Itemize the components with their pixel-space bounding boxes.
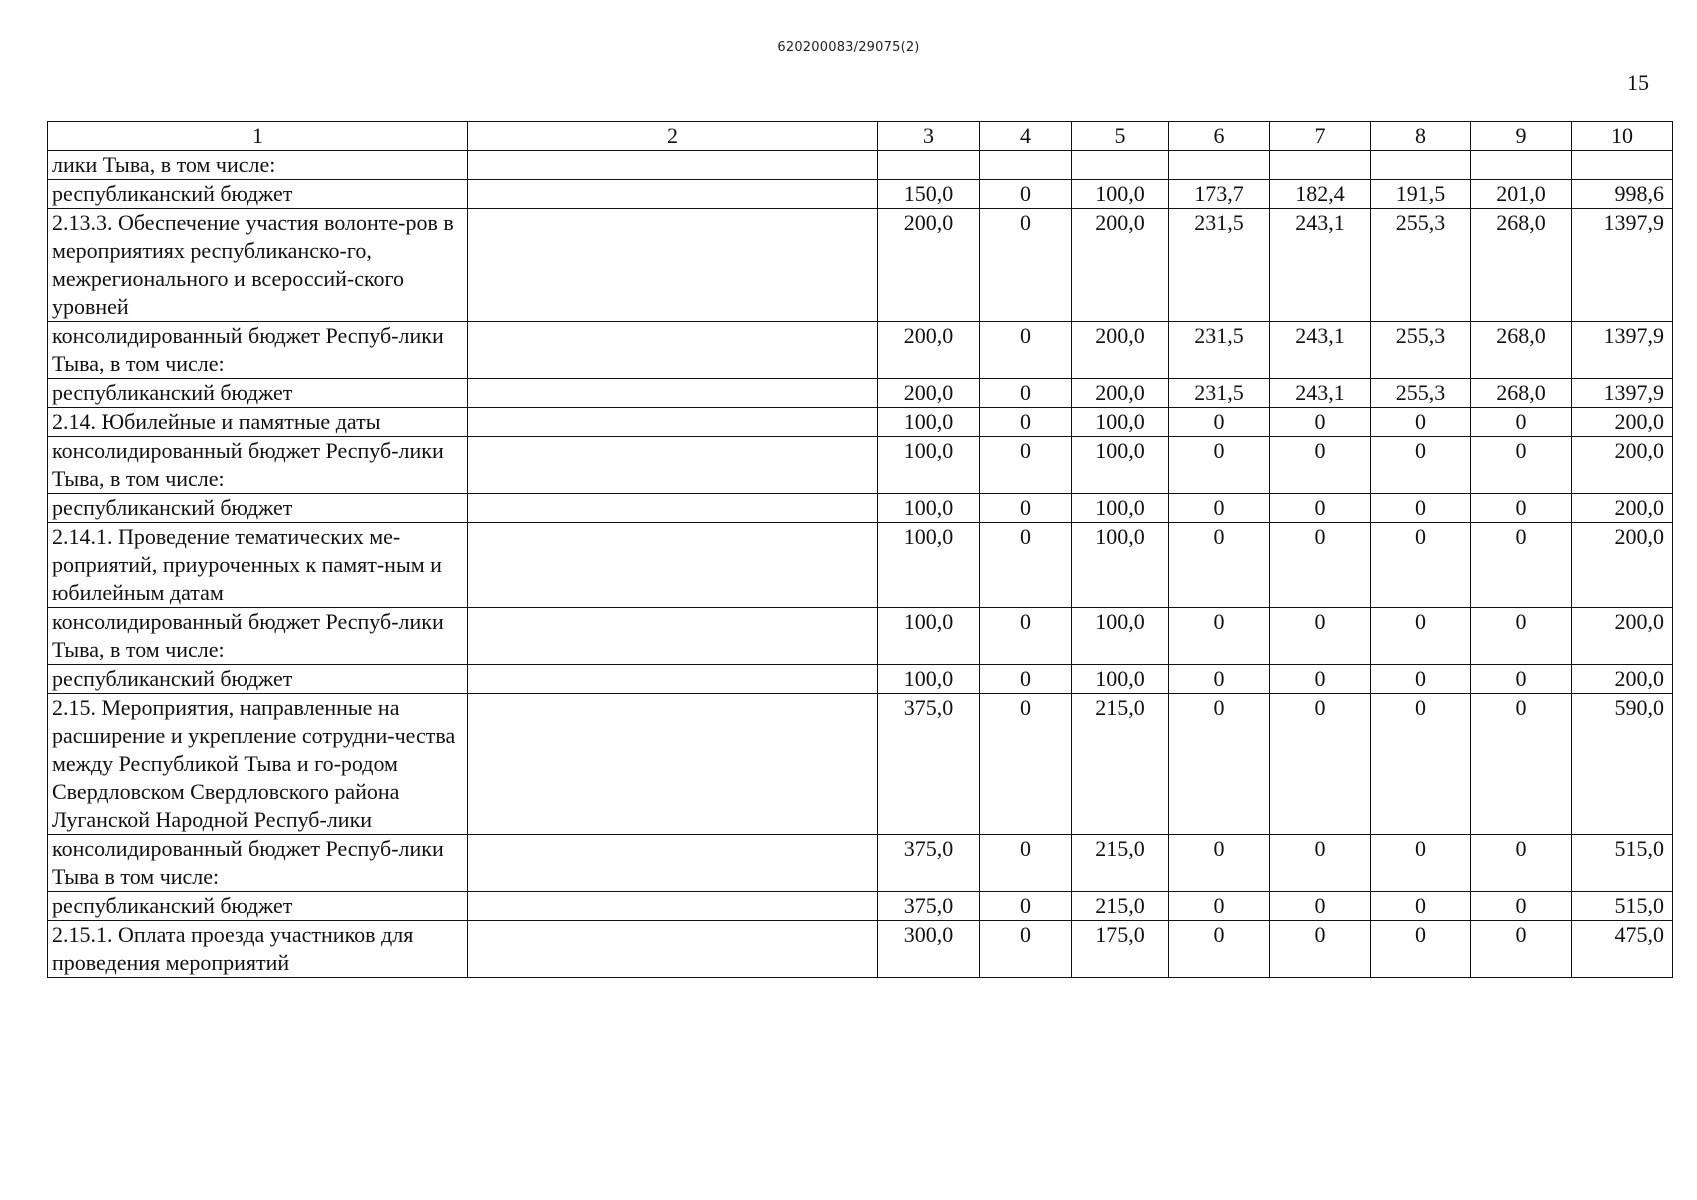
value-cell: 1397,9 bbox=[1572, 209, 1673, 322]
value-cell bbox=[1270, 151, 1371, 180]
value-cell: 0 bbox=[1270, 665, 1371, 694]
value-cell: 0 bbox=[980, 665, 1072, 694]
value-cell: 231,5 bbox=[1169, 322, 1270, 379]
column-header: 9 bbox=[1471, 122, 1572, 151]
value-cell: 0 bbox=[980, 322, 1072, 379]
row-source-cell bbox=[468, 408, 878, 437]
value-cell: 375,0 bbox=[878, 892, 980, 921]
column-header: 2 bbox=[468, 122, 878, 151]
row-source-cell bbox=[468, 494, 878, 523]
value-cell: 0 bbox=[980, 921, 1072, 978]
value-cell: 200,0 bbox=[878, 209, 980, 322]
table-row bbox=[48, 665, 1673, 694]
value-cell: 0 bbox=[980, 608, 1072, 665]
value-cell: 268,0 bbox=[1471, 379, 1572, 408]
value-cell: 0 bbox=[1471, 437, 1572, 494]
value-cell bbox=[1371, 151, 1471, 180]
value-cell: 0 bbox=[1471, 835, 1572, 892]
row-source-cell bbox=[468, 892, 878, 921]
value-cell: 200,0 bbox=[878, 379, 980, 408]
value-cell: 100,0 bbox=[878, 494, 980, 523]
value-cell bbox=[1572, 151, 1673, 180]
value-cell: 0 bbox=[1270, 608, 1371, 665]
value-cell: 0 bbox=[1270, 694, 1371, 835]
table-row bbox=[48, 608, 1673, 665]
column-header: 7 bbox=[1270, 122, 1371, 151]
value-cell: 0 bbox=[1371, 921, 1471, 978]
value-cell: 375,0 bbox=[878, 694, 980, 835]
value-cell: 200,0 bbox=[1072, 209, 1169, 322]
value-cell: 100,0 bbox=[878, 408, 980, 437]
table-row bbox=[48, 209, 1673, 322]
row-name-cell: 2.15. Мероприятия, направленные на расширение и укрепление сотрудни-чества между Республикой Тыва и го-родом Свердловском Свердловского района Луганской Народной Респуб-лики bbox=[48, 694, 468, 835]
value-cell: 0 bbox=[980, 408, 1072, 437]
value-cell: 0 bbox=[1270, 835, 1371, 892]
row-name-cell: республиканский бюджет bbox=[48, 892, 468, 921]
value-cell: 175,0 bbox=[1072, 921, 1169, 978]
value-cell: 200,0 bbox=[1572, 523, 1673, 608]
row-name-cell: консолидированный бюджет Респуб-лики Тыва, в том числе: bbox=[48, 608, 468, 665]
row-source-cell bbox=[468, 665, 878, 694]
value-cell: 0 bbox=[1270, 408, 1371, 437]
table-row bbox=[48, 835, 1673, 892]
value-cell: 200,0 bbox=[1572, 608, 1673, 665]
value-cell: 243,1 bbox=[1270, 379, 1371, 408]
column-header: 1 bbox=[48, 122, 468, 151]
value-cell: 200,0 bbox=[1572, 408, 1673, 437]
value-cell: 0 bbox=[980, 694, 1072, 835]
row-name-cell: республиканский бюджет bbox=[48, 180, 468, 209]
value-cell: 182,4 bbox=[1270, 180, 1371, 209]
value-cell: 0 bbox=[1371, 694, 1471, 835]
value-cell: 100,0 bbox=[1072, 494, 1169, 523]
value-cell: 515,0 bbox=[1572, 835, 1673, 892]
page-number: 15 bbox=[1627, 70, 1649, 95]
value-cell: 268,0 bbox=[1471, 322, 1572, 379]
table-row bbox=[48, 694, 1673, 835]
value-cell: 0 bbox=[980, 180, 1072, 209]
column-header: 6 bbox=[1169, 122, 1270, 151]
row-source-cell bbox=[468, 209, 878, 322]
row-name-cell: 2.14.1. Проведение тематических ме-роприятий, приуроченных к памят-ным и юбилейным датам bbox=[48, 523, 468, 608]
row-name-cell: 2.13.3. Обеспечение участия волонте-ров в мероприятиях республиканско-го, межрегионального и всероссий-ского уровней bbox=[48, 209, 468, 322]
row-name-cell: республиканский бюджет bbox=[48, 665, 468, 694]
row-source-cell bbox=[468, 180, 878, 209]
value-cell: 150,0 bbox=[878, 180, 980, 209]
value-cell bbox=[1169, 151, 1270, 180]
value-cell: 100,0 bbox=[878, 437, 980, 494]
value-cell: 255,3 bbox=[1371, 322, 1471, 379]
row-name-cell: консолидированный бюджет Респуб-лики Тыва, в том числе: bbox=[48, 322, 468, 379]
value-cell: 0 bbox=[1270, 437, 1371, 494]
table-row bbox=[48, 151, 1673, 180]
value-cell: 255,3 bbox=[1371, 209, 1471, 322]
value-cell: 200,0 bbox=[1572, 437, 1673, 494]
row-source-cell bbox=[468, 694, 878, 835]
row-name-cell: республиканский бюджет bbox=[48, 494, 468, 523]
value-cell: 0 bbox=[1169, 523, 1270, 608]
value-cell bbox=[980, 151, 1072, 180]
value-cell: 0 bbox=[1169, 694, 1270, 835]
budget-table bbox=[47, 121, 1673, 978]
value-cell: 0 bbox=[1270, 523, 1371, 608]
table-row bbox=[48, 892, 1673, 921]
row-name-cell: 2.15.1. Оплата проезда участников для проведения мероприятий bbox=[48, 921, 468, 978]
value-cell: 0 bbox=[980, 892, 1072, 921]
value-cell: 0 bbox=[980, 379, 1072, 408]
value-cell: 0 bbox=[1471, 921, 1572, 978]
row-name-cell: 2.14. Юбилейные и памятные даты bbox=[48, 408, 468, 437]
value-cell: 0 bbox=[980, 209, 1072, 322]
table-header-row bbox=[48, 122, 1673, 151]
value-cell: 243,1 bbox=[1270, 322, 1371, 379]
table-row bbox=[48, 408, 1673, 437]
value-cell: 0 bbox=[1169, 835, 1270, 892]
column-header: 3 bbox=[878, 122, 980, 151]
value-cell: 100,0 bbox=[878, 608, 980, 665]
value-cell: 215,0 bbox=[1072, 694, 1169, 835]
value-cell: 200,0 bbox=[1572, 665, 1673, 694]
row-source-cell bbox=[468, 151, 878, 180]
value-cell bbox=[1072, 151, 1169, 180]
row-name-cell: консолидированный бюджет Респуб-лики Тыва в том числе: bbox=[48, 835, 468, 892]
table-row bbox=[48, 921, 1673, 978]
value-cell: 0 bbox=[1471, 892, 1572, 921]
table-body bbox=[48, 151, 1673, 978]
value-cell: 0 bbox=[1371, 665, 1471, 694]
value-cell: 0 bbox=[1169, 921, 1270, 978]
value-cell: 1397,9 bbox=[1572, 322, 1673, 379]
value-cell: 0 bbox=[980, 437, 1072, 494]
value-cell: 0 bbox=[1471, 665, 1572, 694]
value-cell: 590,0 bbox=[1572, 694, 1673, 835]
value-cell: 255,3 bbox=[1371, 379, 1471, 408]
value-cell: 515,0 bbox=[1572, 892, 1673, 921]
value-cell: 100,0 bbox=[1072, 180, 1169, 209]
table-row bbox=[48, 437, 1673, 494]
value-cell: 200,0 bbox=[878, 322, 980, 379]
value-cell: 1397,9 bbox=[1572, 379, 1673, 408]
value-cell: 100,0 bbox=[878, 523, 980, 608]
value-cell: 300,0 bbox=[878, 921, 980, 978]
value-cell: 100,0 bbox=[878, 665, 980, 694]
row-name-cell: консолидированный бюджет Респуб-лики Тыва, в том числе: bbox=[48, 437, 468, 494]
value-cell: 0 bbox=[1169, 608, 1270, 665]
value-cell: 100,0 bbox=[1072, 408, 1169, 437]
value-cell: 475,0 bbox=[1572, 921, 1673, 978]
value-cell: 0 bbox=[1270, 494, 1371, 523]
value-cell: 0 bbox=[1471, 694, 1572, 835]
value-cell: 100,0 bbox=[1072, 437, 1169, 494]
value-cell: 0 bbox=[1169, 437, 1270, 494]
row-name-cell: лики Тыва, в том числе: bbox=[48, 151, 468, 180]
value-cell: 243,1 bbox=[1270, 209, 1371, 322]
row-name-cell: республиканский бюджет bbox=[48, 379, 468, 408]
table-row bbox=[48, 180, 1673, 209]
value-cell: 0 bbox=[1169, 494, 1270, 523]
value-cell: 998,6 bbox=[1572, 180, 1673, 209]
value-cell: 0 bbox=[1371, 437, 1471, 494]
value-cell bbox=[1471, 151, 1572, 180]
table-row bbox=[48, 322, 1673, 379]
value-cell: 200,0 bbox=[1072, 322, 1169, 379]
value-cell: 173,7 bbox=[1169, 180, 1270, 209]
row-source-cell bbox=[468, 608, 878, 665]
value-cell: 375,0 bbox=[878, 835, 980, 892]
value-cell: 231,5 bbox=[1169, 209, 1270, 322]
value-cell: 215,0 bbox=[1072, 835, 1169, 892]
value-cell: 0 bbox=[1371, 608, 1471, 665]
document-code: 620200083/29075(2) bbox=[777, 40, 920, 55]
value-cell bbox=[878, 151, 980, 180]
column-header: 4 bbox=[980, 122, 1072, 151]
value-cell: 0 bbox=[1371, 892, 1471, 921]
table-row bbox=[48, 494, 1673, 523]
value-cell: 191,5 bbox=[1371, 180, 1471, 209]
value-cell: 215,0 bbox=[1072, 892, 1169, 921]
value-cell: 0 bbox=[1371, 408, 1471, 437]
value-cell: 0 bbox=[1270, 921, 1371, 978]
value-cell: 0 bbox=[1270, 892, 1371, 921]
value-cell: 268,0 bbox=[1471, 209, 1572, 322]
value-cell: 100,0 bbox=[1072, 665, 1169, 694]
value-cell: 201,0 bbox=[1471, 180, 1572, 209]
value-cell: 0 bbox=[1371, 494, 1471, 523]
value-cell: 0 bbox=[980, 523, 1072, 608]
table-row bbox=[48, 379, 1673, 408]
row-source-cell bbox=[468, 322, 878, 379]
value-cell: 0 bbox=[980, 494, 1072, 523]
column-header: 10 bbox=[1572, 122, 1673, 151]
row-source-cell bbox=[468, 523, 878, 608]
row-source-cell bbox=[468, 921, 878, 978]
value-cell: 0 bbox=[1169, 408, 1270, 437]
value-cell: 0 bbox=[1169, 665, 1270, 694]
row-source-cell bbox=[468, 437, 878, 494]
value-cell: 100,0 bbox=[1072, 608, 1169, 665]
column-header: 8 bbox=[1371, 122, 1471, 151]
value-cell: 0 bbox=[1471, 608, 1572, 665]
table-row bbox=[48, 523, 1673, 608]
column-header: 5 bbox=[1072, 122, 1169, 151]
value-cell: 231,5 bbox=[1169, 379, 1270, 408]
value-cell: 0 bbox=[1371, 835, 1471, 892]
value-cell: 200,0 bbox=[1572, 494, 1673, 523]
value-cell: 0 bbox=[1471, 408, 1572, 437]
value-cell: 200,0 bbox=[1072, 379, 1169, 408]
value-cell: 0 bbox=[980, 835, 1072, 892]
value-cell: 0 bbox=[1371, 523, 1471, 608]
value-cell: 0 bbox=[1471, 494, 1572, 523]
row-source-cell bbox=[468, 835, 878, 892]
value-cell: 0 bbox=[1169, 892, 1270, 921]
value-cell: 100,0 bbox=[1072, 523, 1169, 608]
row-source-cell bbox=[468, 379, 878, 408]
value-cell: 0 bbox=[1471, 523, 1572, 608]
